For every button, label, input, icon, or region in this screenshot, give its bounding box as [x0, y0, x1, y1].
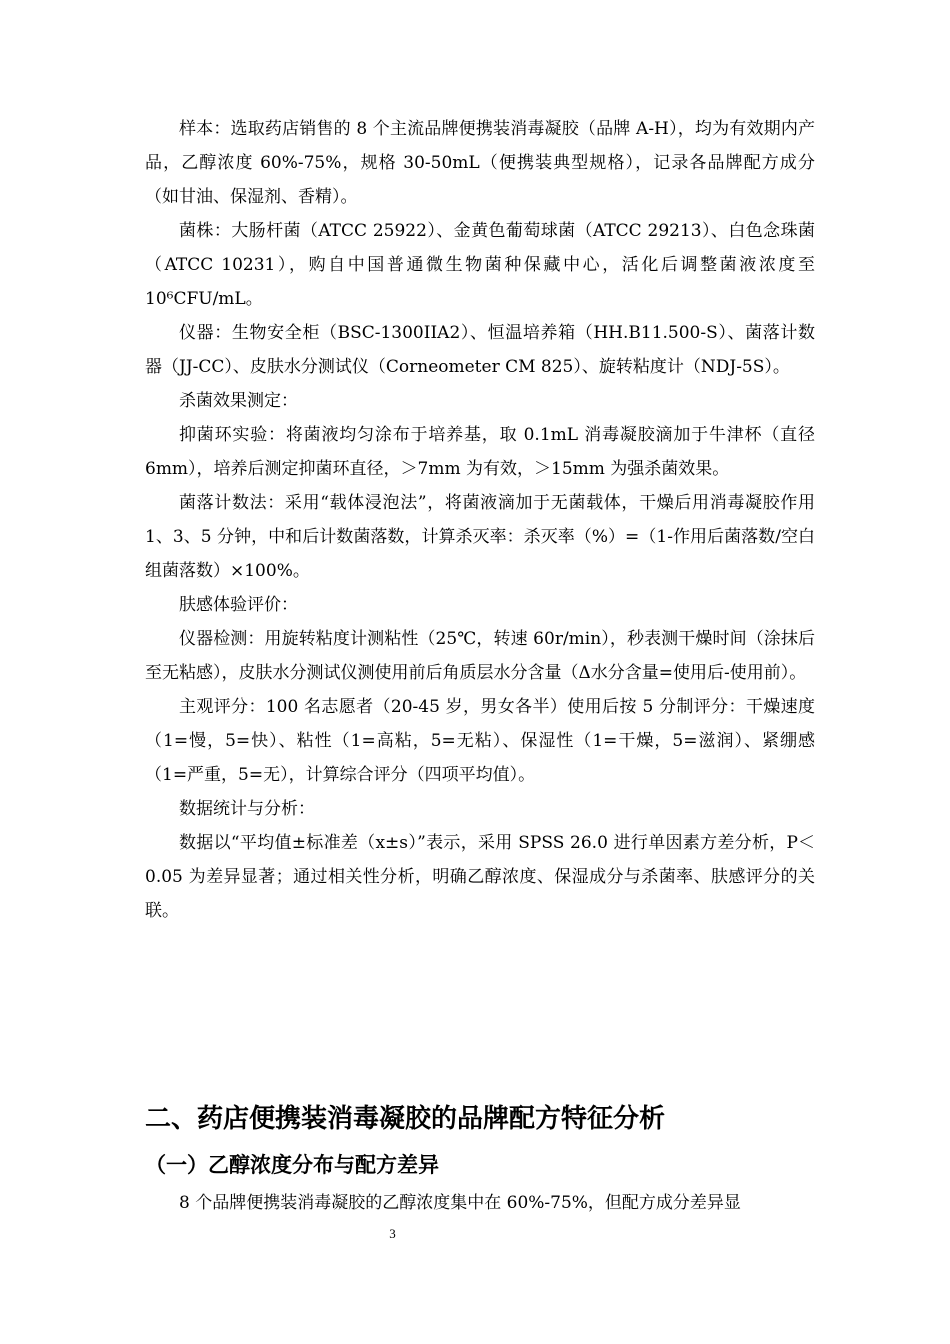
label-bactericidal: 杀菌效果测定：: [179, 391, 298, 411]
page-number: 3: [389, 1226, 396, 1241]
body-text-continued: [145, 1186, 815, 1220]
paragraph-sample: 样本：选取药店销售的 8 个主流品牌便携装消毒凝胶（品牌 A-H），均为有效期内产品，乙醇浓度 60%-75%，规格 30-50mL（便携装典型规格），记录各品牌配方成分（如甘油、保湿剂、香精）。: [145, 119, 815, 207]
paragraph-strains: 菌株：大肠杆菌（ATCC 25922）、金黄色葡萄球菌（ATCC 29213）、白色念珠菌（ATCC 10231），购自中国普通微生物菌种保藏中心，活化后调整菌液浓度至 10⁶CFU/mL。: [145, 221, 815, 309]
paragraph-colony-count: 菌落计数法：采用“载体浸泡法”，将菌液滴加于无菌载体，干燥后用消毒凝胶作用 1、3、5 分钟，中和后计数菌落数，计算杀灭率：杀灭率（%）=（1-作用后菌落数/空白组菌落数）×100%。: [145, 493, 815, 581]
paragraph-instrument-test: 仪器检测：用旋转粘度计测粘性（25℃，转速 60r/min），秒表测干燥时间（涂抹后至无粘感），皮肤水分测试仪测使用前后角质层水分含量（Δ水分含量=使用后-使用前）。: [145, 629, 815, 683]
paragraph-ethanol-distribution: 8 个品牌便携装消毒凝胶的乙醇浓度集中在 60%-75%，但配方成分差异显: [179, 1193, 741, 1213]
label-skin-feel: 肤感体验评价：: [179, 595, 298, 615]
paragraph-statistics: 数据以“平均值±标准差（x±s）”表示，采用 SPSS 26.0 进行单因素方差分析，P＜0.05 为差异显著；通过相关性分析，明确乙醇浓度、保湿成分与杀菌率、肤感评分的关联。: [145, 833, 815, 921]
section-heading: 二、药店便携装消毒凝胶的品牌配方特征分析: [145, 1104, 666, 1134]
subsection-heading: （一）乙醇浓度分布与配方差异: [145, 1153, 439, 1177]
paragraph-subjective-score: 主观评分：100 名志愿者（20-45 岁，男女各半）使用后按 5 分制评分：干燥速度（1=慢，5=快）、粘性（1=高粘，5=无粘）、保湿性（1=干燥，5=滋润）、紧绷感（1=严重，5=无），计算综合评分（四项平均值）。: [145, 697, 815, 785]
paragraph-inhibition-zone: 抑菌环实验：将菌液均匀涂布于培养基，取 0.1mL 消毒凝胶滴加于牛津杯（直径 6mm），培养后测定抑菌环直径，＞7mm 为有效，＞15mm 为强杀菌效果。: [145, 425, 815, 479]
body-text: [145, 112, 815, 928]
paragraph-instruments: 仪器：生物安全柜（BSC-1300IIA2）、恒温培养箱（HH.B11.500-S）、菌落计数器（JJ-CC）、皮肤水分测试仪（Corneometer CM 825）、旋转粘度计（NDJ-5S）。: [145, 323, 815, 377]
label-statistics: 数据统计与分析：: [179, 799, 315, 819]
